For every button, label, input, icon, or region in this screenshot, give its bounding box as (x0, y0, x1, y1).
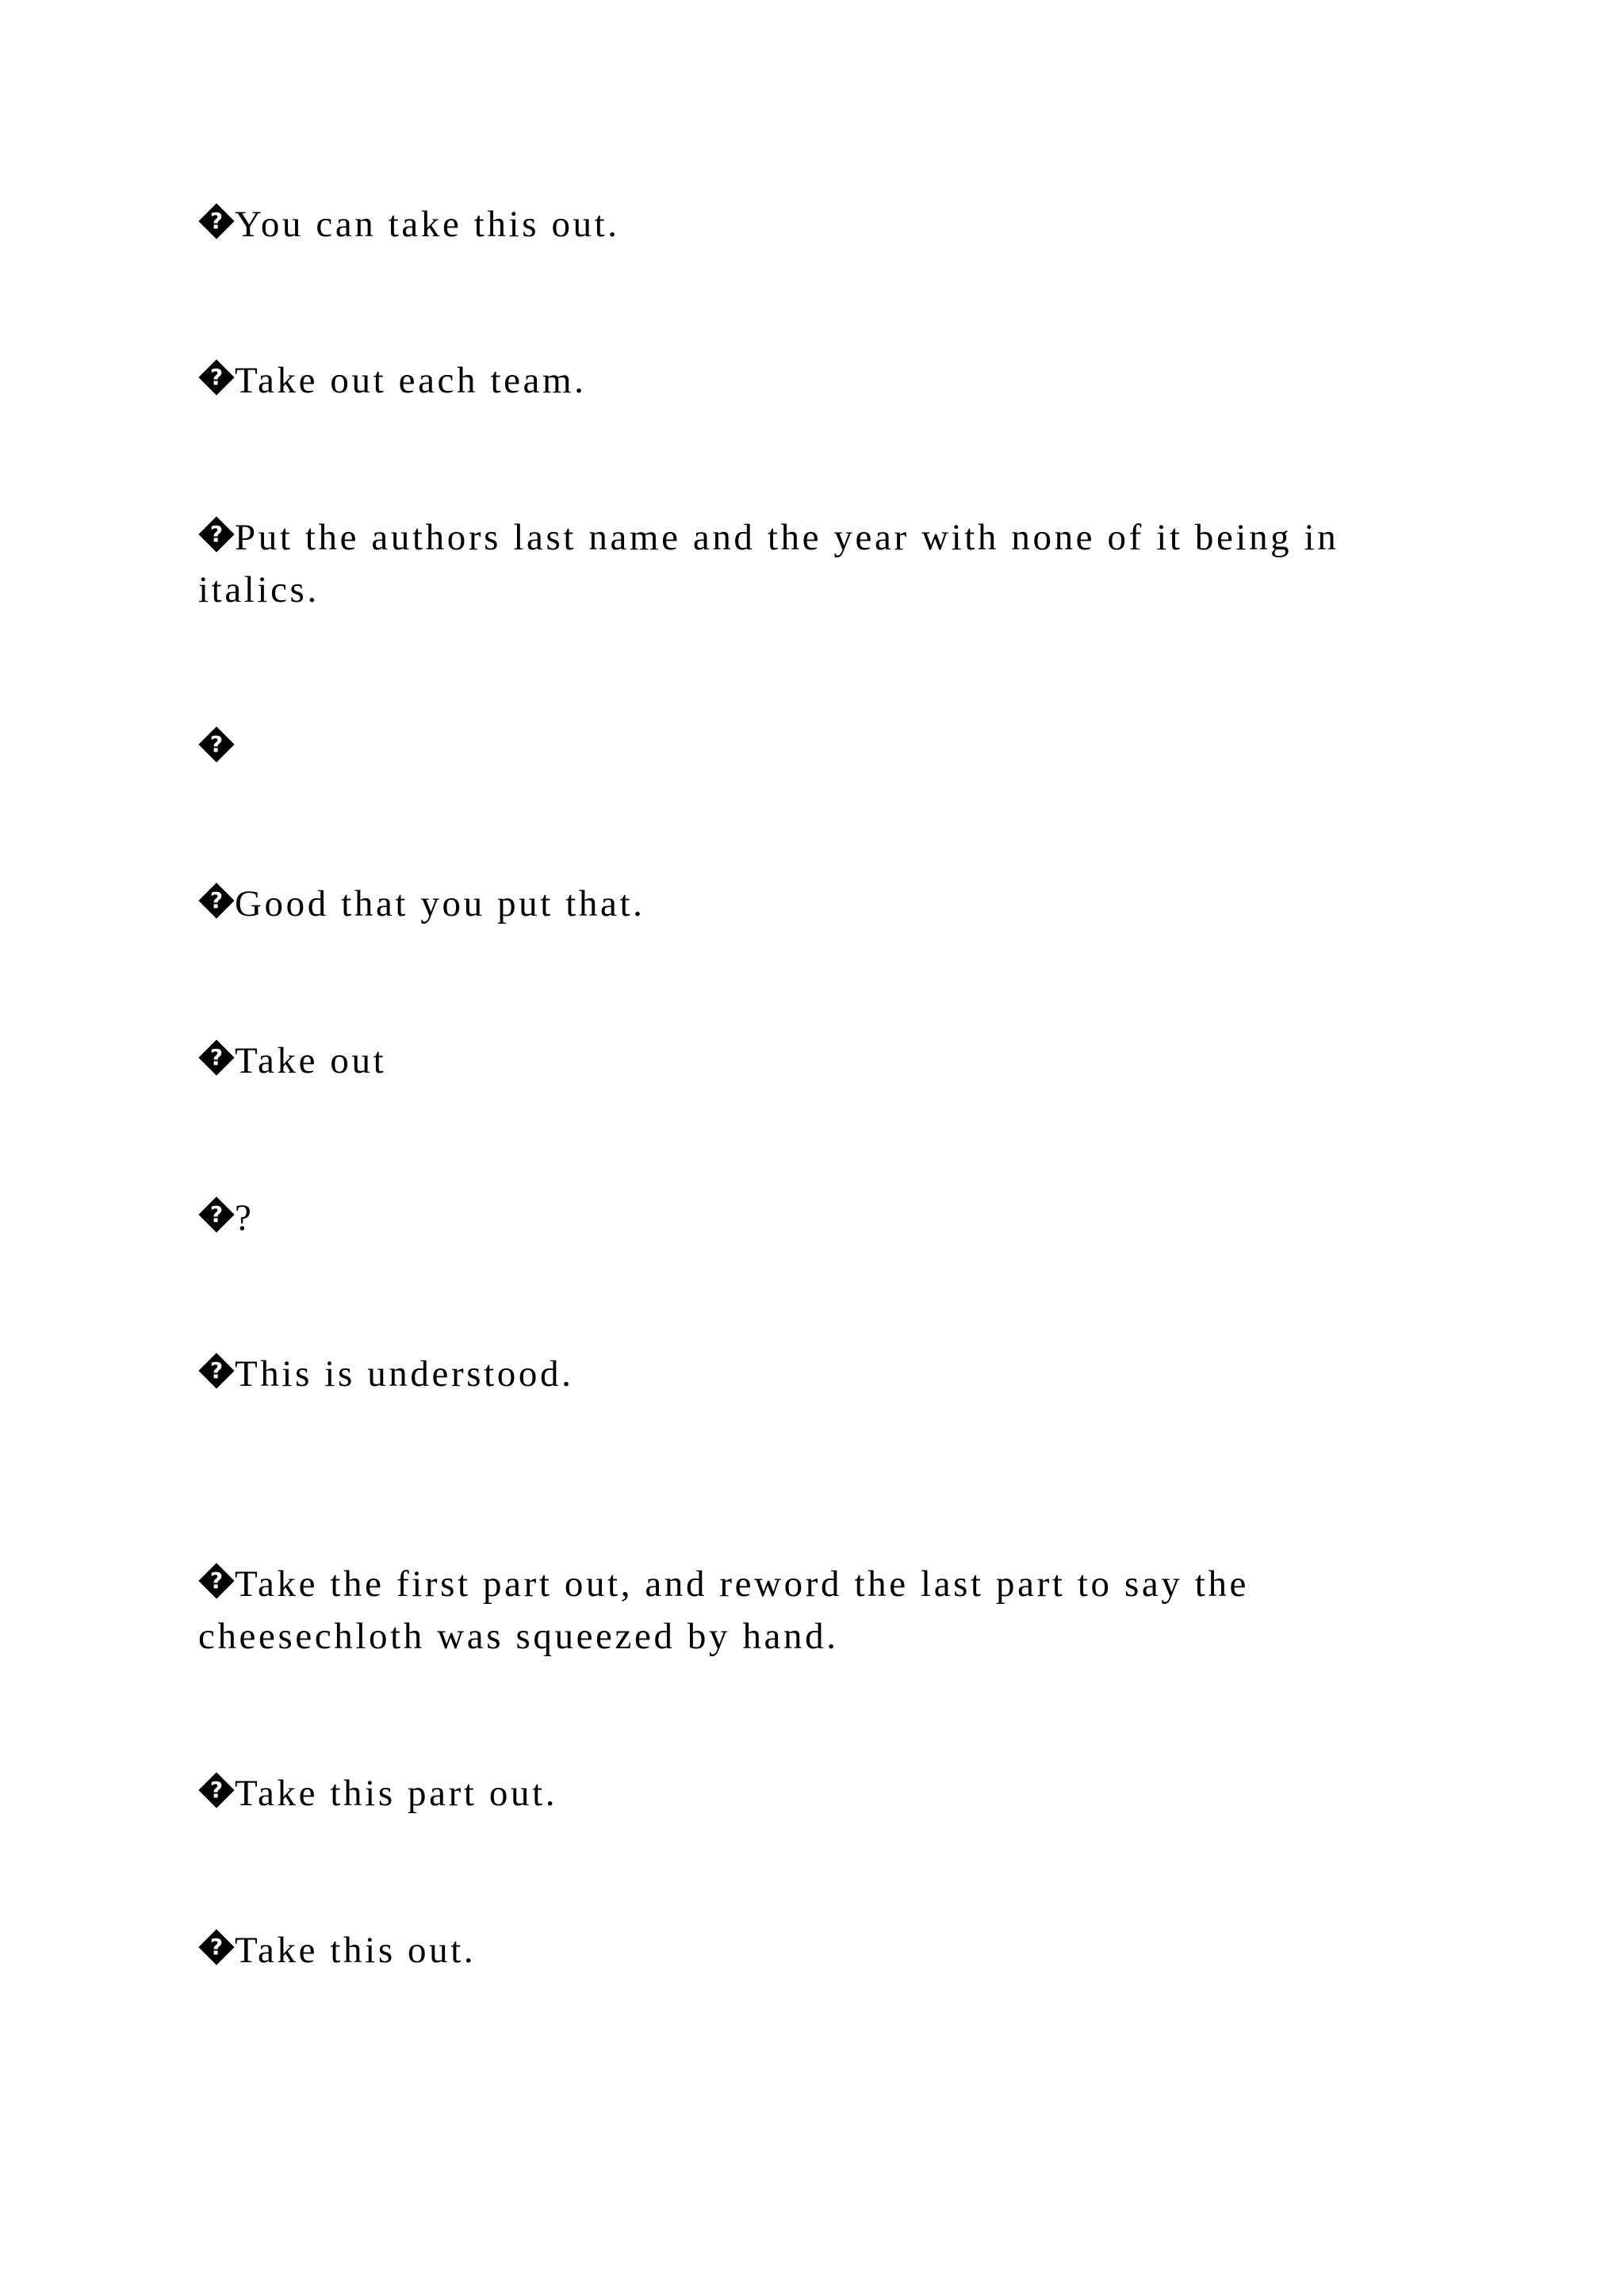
comment-note-4 (198, 721, 1467, 774)
replacement-character-icon: ? (198, 1353, 235, 1389)
comment-note-1 (198, 198, 1467, 251)
replacement-character-icon: ? (198, 516, 235, 553)
note-text: Take out (235, 1040, 387, 1081)
replacement-character-icon: ? (198, 1196, 235, 1233)
replacement-character-icon: ? (198, 203, 235, 239)
comment-note-3 (198, 511, 1467, 616)
comment-note-6 (198, 1035, 1467, 1087)
note-text: Take the first part out, and reword the last part to say the cheesechloth was squeezed by hand. (198, 1563, 1250, 1657)
replacement-character-icon: ? (198, 1772, 235, 1808)
comment-note-8 (198, 1348, 1467, 1400)
note-text: Take out each team. (235, 360, 587, 401)
comment-note-11 (198, 1924, 1467, 1976)
note-text: This is understood. (235, 1353, 574, 1395)
note-text: You can take this out. (235, 204, 620, 245)
replacement-character-icon: ? (198, 1039, 235, 1076)
note-text: Good that you put that. (235, 883, 645, 924)
comment-note-9 (198, 1558, 1467, 1663)
comment-note-7 (198, 1192, 1467, 1244)
note-text: Take this part out. (235, 1773, 558, 1814)
replacement-character-icon: ? (198, 882, 235, 919)
note-text: ? (235, 1197, 255, 1238)
note-text: Put the authors last name and the year with none of it being in italics. (198, 517, 1339, 610)
replacement-character-icon: ? (198, 359, 235, 396)
comment-note-10 (198, 1767, 1467, 1820)
replacement-character-icon: ? (198, 726, 235, 763)
comment-note-2 (198, 354, 1467, 407)
replacement-character-icon: ? (198, 1929, 235, 1965)
replacement-character-icon: ? (198, 1563, 235, 1599)
note-text: Take this out. (235, 1930, 477, 1971)
comment-note-5 (198, 878, 1467, 930)
